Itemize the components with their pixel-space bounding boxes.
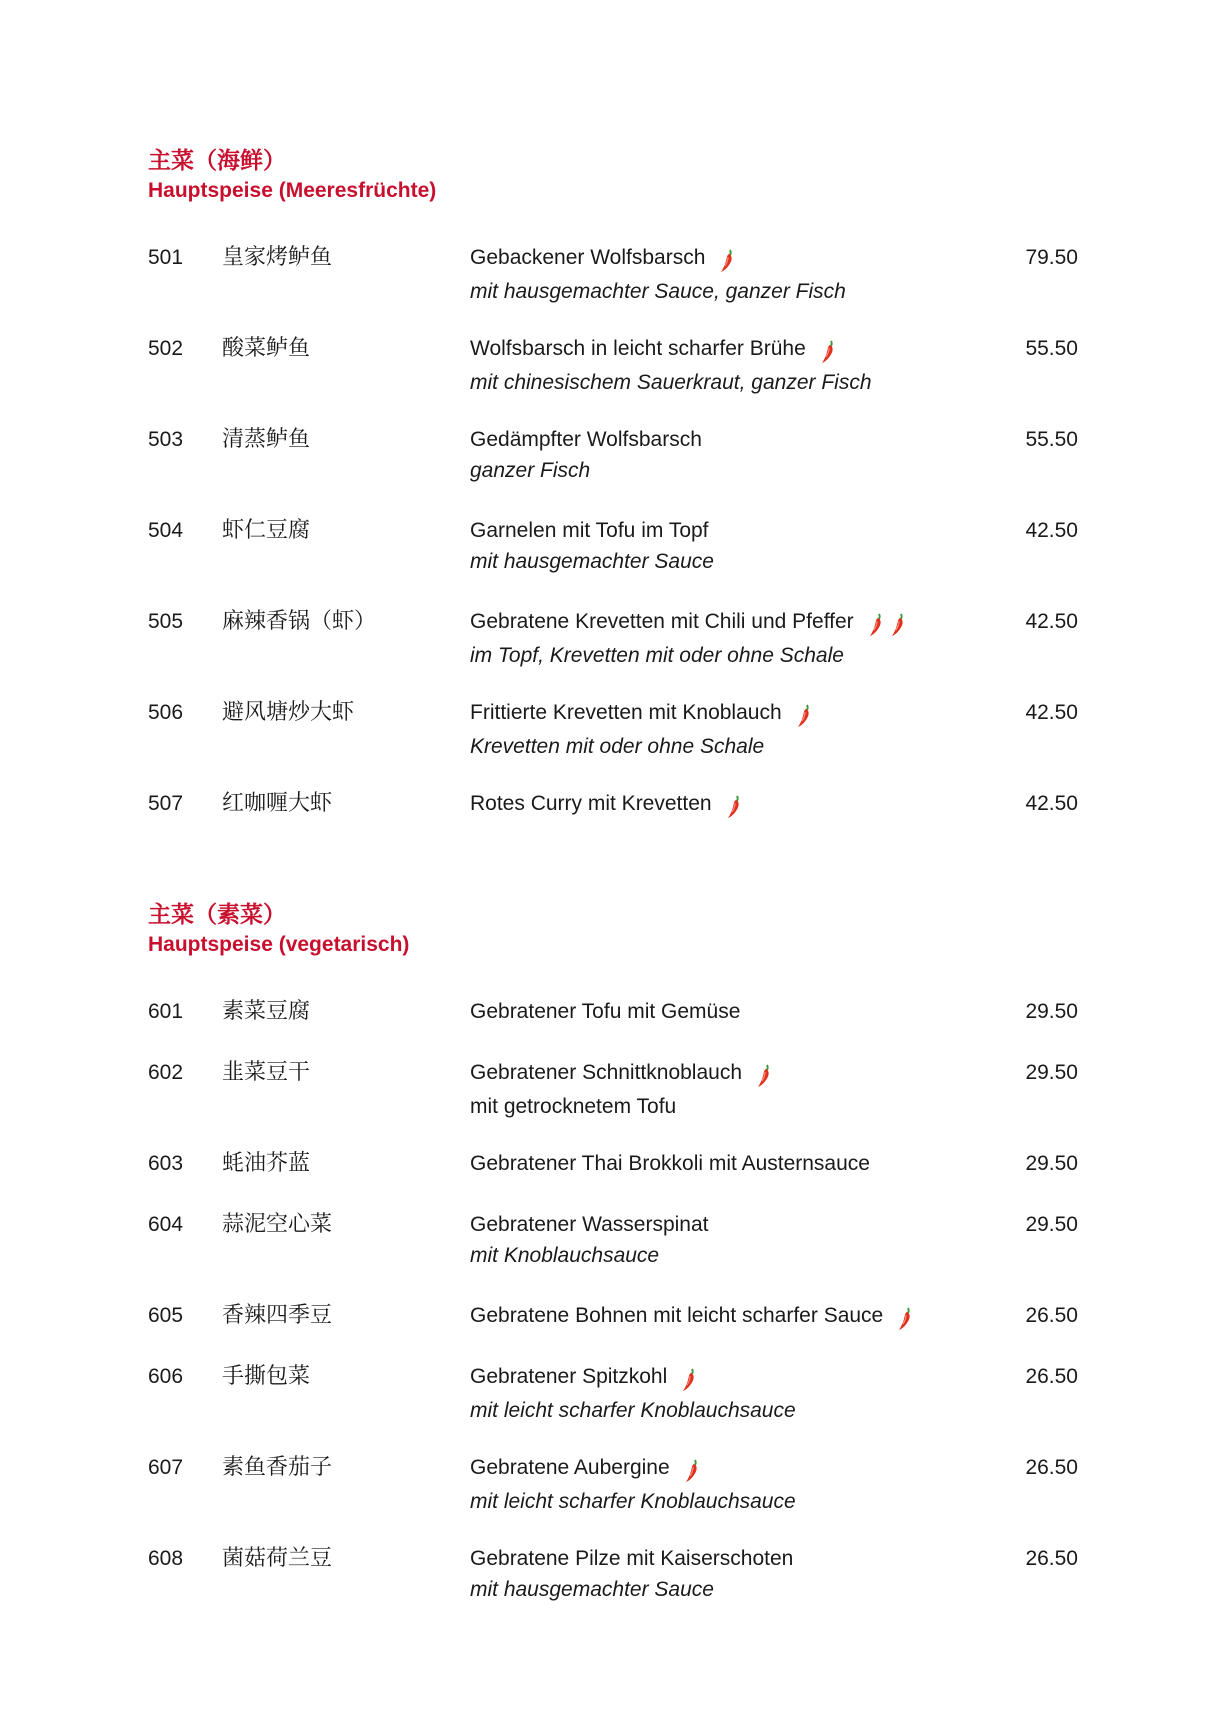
item-name-cn: 红咖喱大虾 <box>222 791 333 816</box>
spicy-indicator <box>897 1303 919 1334</box>
item-price: 29.50 <box>1025 1152 1078 1175</box>
item-number: 505 <box>148 610 184 633</box>
item-name-de-block <box>470 1148 970 1179</box>
item-price: 42.50 <box>1025 519 1078 542</box>
item-name-de-line <box>470 788 970 822</box>
item-price: 26.50 <box>1025 1456 1078 1479</box>
item-price: 29.50 <box>1025 1213 1078 1236</box>
item-name-de-block <box>470 1057 970 1122</box>
item-description: mit hausgemachter Sauce, ganzer Fisch <box>470 280 846 303</box>
item-price: 26.50 <box>1025 1547 1078 1570</box>
item-name-de-line <box>470 1209 970 1240</box>
item-price: 55.50 <box>1025 337 1078 360</box>
item-name-de: Frittierte Krevetten mit Knoblauch <box>470 701 782 724</box>
item-name-de-block <box>470 1209 970 1271</box>
section-title-cn: 主菜（素菜） <box>148 901 286 928</box>
item-name-cn: 韭菜豆干 <box>222 1060 311 1085</box>
item-number: 604 <box>148 1213 184 1236</box>
item-description: mit Knoblauchsauce <box>470 1244 660 1267</box>
item-number: 607 <box>148 1456 184 1479</box>
item-description: mit hausgemachter Sauce <box>470 1578 714 1601</box>
chili-pepper-icon <box>820 340 836 364</box>
item-name-cn: 素鱼香茄子 <box>222 1455 333 1480</box>
item-name-cn: 清蒸鲈鱼 <box>222 427 311 452</box>
item-price: 26.50 <box>1025 1365 1078 1388</box>
item-name-de-block <box>470 424 970 486</box>
item-number: 606 <box>148 1365 184 1388</box>
item-name-de: Garnelen mit Tofu im Topf <box>470 519 709 542</box>
item-name-de-block <box>470 333 970 398</box>
item-name-de-block <box>470 1361 970 1426</box>
item-name-de: Gebackener Wolfsbarsch <box>470 246 706 269</box>
item-number: 502 <box>148 337 184 360</box>
item-number: 608 <box>148 1547 184 1570</box>
item-number: 507 <box>148 792 184 815</box>
item-name-de-line <box>470 515 970 546</box>
spicy-indicator <box>684 1455 706 1486</box>
section-vegetarian <box>148 900 1078 1601</box>
item-name-de: Wolfsbarsch in leicht scharfer Brühe <box>470 337 806 360</box>
item-name-de: Gedämpfter Wolfsbarsch <box>470 428 702 451</box>
item-number: 501 <box>148 246 184 269</box>
spicy-indicator <box>726 791 748 822</box>
chili-pepper-icon <box>868 613 884 637</box>
spicy-indicator <box>756 1060 778 1091</box>
item-name-de-line <box>470 996 970 1027</box>
item-name-cn: 皇家烤鲈鱼 <box>222 245 333 270</box>
chili-pepper-icon <box>756 1064 772 1088</box>
item-name-cn: 酸菜鲈鱼 <box>222 336 311 361</box>
item-name-de: Gebratene Bohnen mit leicht scharfer Sauce <box>470 1304 884 1327</box>
item-description: mit leicht scharfer Knoblauchsauce <box>470 1490 796 1513</box>
item-name-de: Gebratene Pilze mit Kaiserschoten <box>470 1547 794 1570</box>
spicy-indicator <box>820 336 842 367</box>
item-name-de: Rotes Curry mit Krevetten <box>470 792 712 815</box>
item-price: 42.50 <box>1025 701 1078 724</box>
item-name-de: Gebratener Thai Brokkoli mit Austernsauce <box>470 1152 870 1175</box>
item-number: 506 <box>148 701 184 724</box>
item-name-cn: 素菜豆腐 <box>222 999 311 1024</box>
item-name-de: Gebratene Aubergine <box>470 1456 670 1479</box>
item-name-de-line <box>470 424 970 455</box>
chili-pepper-icon <box>796 704 812 728</box>
item-number: 503 <box>148 428 184 451</box>
item-name-de: Gebratener Spitzkohl <box>470 1365 668 1388</box>
item-name-de-line <box>470 1148 970 1179</box>
item-name-de-line <box>470 697 970 731</box>
item-name-cn: 菌菇荷兰豆 <box>222 1546 333 1571</box>
item-name-de-line <box>470 242 970 276</box>
item-name-de-block <box>470 242 970 307</box>
item-name-de: Gebratener Wasserspinat <box>470 1213 709 1236</box>
item-name-de: Gebratener Tofu mit Gemüse <box>470 1000 741 1023</box>
item-price: 26.50 <box>1025 1304 1078 1327</box>
spicy-indicator <box>796 700 818 731</box>
item-number: 504 <box>148 519 184 542</box>
item-name-de-block <box>470 788 970 822</box>
item-name-cn: 麻辣香锅（虾） <box>222 609 377 634</box>
item-name-de-line <box>470 1543 970 1574</box>
item-number: 603 <box>148 1152 184 1175</box>
item-name-cn: 香辣四季豆 <box>222 1303 333 1328</box>
spicy-indicator <box>719 245 741 276</box>
item-name-cn: 虾仁豆腐 <box>222 518 311 543</box>
chili-pepper-icon <box>681 1368 697 1392</box>
item-name-cn: 蚝油芥蓝 <box>222 1151 311 1176</box>
section-seafood <box>148 146 1078 816</box>
item-name-de-block <box>470 996 970 1027</box>
chili-pepper-icon <box>726 795 742 819</box>
chili-pepper-icon <box>684 1459 700 1483</box>
item-name-de-block <box>470 1452 970 1517</box>
item-name-de-line <box>470 606 970 640</box>
chili-pepper-icon <box>897 1307 913 1331</box>
item-name-de: Gebratener Schnittknoblauch <box>470 1061 743 1084</box>
item-description: mit chinesischem Sauerkraut, ganzer Fisch <box>470 371 872 394</box>
item-name-de-line <box>470 1361 970 1395</box>
item-name-de: Gebratene Krevetten mit Chili und Pfeffer <box>470 610 854 633</box>
item-price: 29.50 <box>1025 1061 1078 1084</box>
item-name-de-block <box>470 515 970 577</box>
chili-pepper-icon <box>719 249 735 273</box>
item-name-de-line <box>470 1452 970 1486</box>
section-title-cn: 主菜（海鲜） <box>148 147 286 174</box>
item-name-de-line <box>470 1300 970 1334</box>
item-name-de-block <box>470 1300 970 1334</box>
section-title-de: Hauptspeise (vegetarisch) <box>148 933 410 956</box>
item-price: 29.50 <box>1025 1000 1078 1023</box>
item-price: 42.50 <box>1025 610 1078 633</box>
item-description: ganzer Fisch <box>470 459 591 482</box>
item-price: 55.50 <box>1025 428 1078 451</box>
item-name-cn: 蒜泥空心菜 <box>222 1212 333 1237</box>
item-description: mit leicht scharfer Knoblauchsauce <box>470 1399 796 1422</box>
item-name-de-block <box>470 606 970 671</box>
item-description: im Topf, Krevetten mit oder ohne Schale <box>470 644 844 667</box>
item-name-de-block <box>470 697 970 762</box>
item-price: 79.50 <box>1025 246 1078 269</box>
item-description: Krevetten mit oder ohne Schale <box>470 735 765 758</box>
item-name-de-line <box>470 1057 970 1091</box>
section-title-de: Hauptspeise (Meeresfrüchte) <box>148 179 437 202</box>
item-price: 42.50 <box>1025 792 1078 815</box>
item-name-cn: 避风塘炒大虾 <box>222 700 355 725</box>
spicy-indicator <box>681 1364 703 1395</box>
item-name-de-line <box>470 333 970 367</box>
item-name-de-block <box>470 1543 970 1605</box>
spicy-indicator <box>868 609 912 640</box>
item-name-cn: 手撕包菜 <box>222 1364 311 1389</box>
item-description: mit hausgemachter Sauce <box>470 550 714 573</box>
item-number: 605 <box>148 1304 184 1327</box>
item-number: 601 <box>148 1000 184 1023</box>
item-description: mit getrocknetem Tofu <box>470 1095 677 1118</box>
chili-pepper-icon <box>890 613 906 637</box>
item-number: 602 <box>148 1061 184 1084</box>
